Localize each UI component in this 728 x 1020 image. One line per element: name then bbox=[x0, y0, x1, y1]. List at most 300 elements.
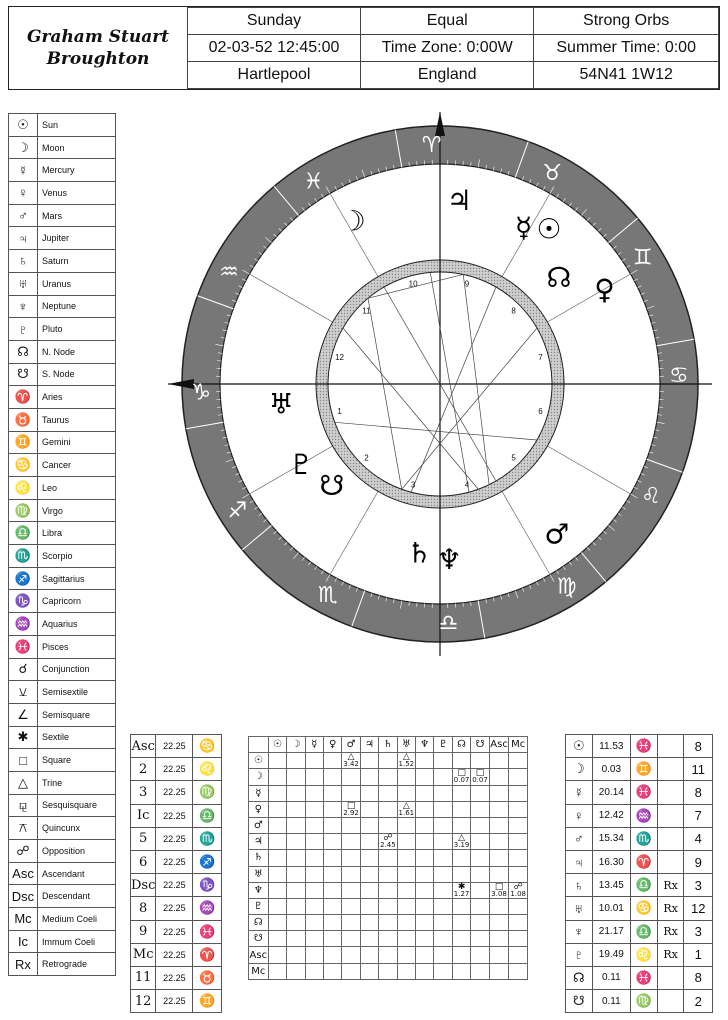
aspect-orb: 0.07 bbox=[453, 776, 470, 785]
aspect-cell bbox=[471, 817, 489, 833]
legend-row bbox=[9, 749, 116, 772]
planet-glyph-icon: ♀ bbox=[566, 804, 593, 827]
house-sign-icon: ♍ bbox=[193, 781, 222, 804]
aspect-cell bbox=[268, 753, 286, 769]
aspect-cell bbox=[452, 963, 470, 979]
zodiac-sign-icon: ♏ bbox=[317, 583, 338, 609]
aspect-cell bbox=[323, 785, 341, 801]
aspect-cell bbox=[434, 817, 452, 833]
aspect-cell bbox=[305, 931, 323, 947]
zodiac-sign-icon: ♉ bbox=[542, 160, 563, 186]
house-label: 8 bbox=[131, 897, 156, 920]
house-degree: 22.25 bbox=[156, 943, 193, 966]
aspect-col-header: ☊ bbox=[452, 737, 470, 753]
aspect-cell bbox=[305, 882, 323, 898]
aspect-cell bbox=[489, 963, 509, 979]
aspect-cell bbox=[509, 866, 528, 882]
legend-row bbox=[9, 136, 116, 159]
aspect-row-header: ☋ bbox=[249, 931, 269, 947]
aspect-cell bbox=[452, 866, 470, 882]
sun-planet-icon: ☉ bbox=[536, 212, 562, 246]
aspect-cell bbox=[360, 785, 378, 801]
aspect-cell bbox=[305, 850, 323, 866]
aspect-cell bbox=[268, 947, 286, 963]
aspect-cell bbox=[305, 963, 323, 979]
house-degree: 22.25 bbox=[156, 874, 193, 897]
legend-label: Mars bbox=[38, 204, 116, 227]
aspect-cell bbox=[509, 769, 528, 785]
aspect-cell bbox=[379, 850, 397, 866]
aspect-symbol-icon: □ bbox=[457, 768, 466, 779]
aspect-cell bbox=[434, 850, 452, 866]
aspect-cell bbox=[268, 785, 286, 801]
aspect-cell bbox=[489, 882, 509, 898]
house-label: 5 bbox=[131, 827, 156, 850]
south-node-planet-icon: ☋ bbox=[319, 468, 345, 502]
legend-glyph-icon: ⚼ bbox=[9, 794, 38, 817]
aspect-cell bbox=[379, 915, 397, 931]
house-label: Dsc bbox=[131, 874, 156, 897]
legend-label: Gemini bbox=[38, 431, 116, 454]
legend-row bbox=[9, 431, 116, 454]
planet-glyph-icon: ☽ bbox=[566, 758, 593, 781]
aspect-cell bbox=[397, 785, 415, 801]
aspect-cell bbox=[360, 931, 378, 947]
aspect-cell bbox=[416, 850, 434, 866]
aspect-cell bbox=[509, 915, 528, 931]
aspect-cell bbox=[305, 817, 323, 833]
aspect-cell bbox=[379, 769, 397, 785]
legend-row bbox=[9, 908, 116, 931]
legend-glyph-icon: □ bbox=[9, 749, 38, 772]
legend-label: Mercury bbox=[38, 159, 116, 182]
house-label: 11 bbox=[131, 966, 156, 989]
aspect-cell bbox=[379, 898, 397, 914]
house-number: 6 bbox=[538, 406, 543, 416]
position-row bbox=[566, 804, 713, 827]
aspect-cell bbox=[305, 915, 323, 931]
aspect-col-header: ☋ bbox=[471, 737, 489, 753]
aspect-cell bbox=[305, 753, 323, 769]
planet-glyph-icon: ☋ bbox=[566, 990, 593, 1013]
house-degree: 22.25 bbox=[156, 781, 193, 804]
aspect-row bbox=[249, 753, 528, 769]
aspect-cell bbox=[287, 915, 305, 931]
aspect-cell bbox=[509, 801, 528, 817]
house-cusps-table bbox=[130, 734, 222, 1013]
aspect-cell bbox=[342, 931, 360, 947]
legend-label: Quincunx bbox=[38, 817, 116, 840]
aspect-orb: 0.07 bbox=[472, 776, 488, 785]
legend-label: Ascendant bbox=[38, 862, 116, 885]
legend-glyph-icon: ☊ bbox=[9, 340, 38, 363]
aspect-cell bbox=[397, 963, 415, 979]
legend-row bbox=[9, 545, 116, 568]
legend-row bbox=[9, 794, 116, 817]
aspect-cell bbox=[268, 769, 286, 785]
legend-glyph-icon: ☉ bbox=[9, 114, 38, 137]
jupiter-planet-icon: ♃ bbox=[446, 184, 472, 218]
aspect-entry bbox=[453, 883, 470, 898]
ascendant-arrow-icon bbox=[168, 379, 194, 389]
aspect-cell bbox=[323, 866, 341, 882]
house-label: Asc bbox=[131, 735, 156, 758]
aspect-cell bbox=[287, 866, 305, 882]
natal-chart-wheel bbox=[160, 108, 720, 668]
aspect-cell bbox=[268, 817, 286, 833]
aspect-col-header: Mc bbox=[509, 737, 528, 753]
aspect-cell bbox=[434, 866, 452, 882]
retrograde-marker bbox=[657, 850, 684, 873]
legend-glyph-icon: ♉ bbox=[9, 408, 38, 431]
planet-sign-icon: ♊ bbox=[631, 758, 658, 781]
aspect-cell bbox=[434, 963, 452, 979]
planet-degree: 12.42 bbox=[592, 804, 631, 827]
aspect-symbol-icon: □ bbox=[346, 800, 356, 811]
aspect-symbol-icon: △ bbox=[402, 752, 410, 763]
aspect-cell bbox=[416, 834, 434, 850]
aspect-cell bbox=[509, 753, 528, 769]
house-number: 8 bbox=[511, 306, 516, 316]
legend-label: N. Node bbox=[38, 340, 116, 363]
aspect-cell bbox=[268, 801, 286, 817]
planet-degree: 21.17 bbox=[592, 920, 631, 943]
aspect-cell bbox=[379, 785, 397, 801]
aspect-cell bbox=[342, 753, 360, 769]
aspect-cell bbox=[509, 898, 528, 914]
aspect-cell bbox=[397, 817, 415, 833]
aspect-cell bbox=[471, 834, 489, 850]
mars-planet-icon: ♂ bbox=[544, 517, 570, 551]
aspect-cell bbox=[416, 866, 434, 882]
legend-row bbox=[9, 681, 116, 704]
aspect-cell bbox=[268, 834, 286, 850]
legend-glyph-icon: ♋ bbox=[9, 454, 38, 477]
legend-row bbox=[9, 272, 116, 295]
planet-sign-icon: ♈ bbox=[631, 850, 658, 873]
house-sign-icon: ♎ bbox=[193, 804, 222, 827]
chart-header bbox=[8, 6, 720, 90]
house-degree: 22.25 bbox=[156, 827, 193, 850]
aspect-row bbox=[249, 866, 528, 882]
aspect-cell bbox=[360, 753, 378, 769]
zodiac-sign-icon: ♊ bbox=[632, 245, 653, 271]
aspect-entry bbox=[453, 834, 470, 849]
planet-degree: 0.03 bbox=[592, 758, 631, 781]
legend-row bbox=[9, 953, 116, 976]
legend-glyph-icon: ∠ bbox=[9, 703, 38, 726]
saturn-planet-icon: ♄ bbox=[406, 536, 432, 570]
planet-degree: 13.45 bbox=[592, 874, 631, 897]
legend-glyph-icon: ✱ bbox=[9, 726, 38, 749]
planet-house: 1 bbox=[684, 943, 713, 966]
planet-house: 4 bbox=[684, 827, 713, 850]
house-degree: 22.25 bbox=[156, 850, 193, 873]
aspect-cell bbox=[489, 785, 509, 801]
legend-glyph-icon: ♆ bbox=[9, 295, 38, 318]
venus-planet-icon: ♀ bbox=[594, 273, 615, 306]
aspect-cell bbox=[452, 801, 470, 817]
aspect-cell bbox=[452, 817, 470, 833]
house-row bbox=[131, 943, 222, 966]
legend-row bbox=[9, 454, 116, 477]
legend-row bbox=[9, 250, 116, 273]
aspect-cell bbox=[323, 898, 341, 914]
position-row bbox=[566, 781, 713, 804]
aspect-cell bbox=[305, 834, 323, 850]
legend-label: Leo bbox=[38, 477, 116, 500]
aspect-cell bbox=[434, 931, 452, 947]
aspect-row-header: ♄ bbox=[249, 850, 269, 866]
house-sign-icon: ♌ bbox=[193, 758, 222, 781]
aspect-cell bbox=[489, 915, 509, 931]
aspect-cell bbox=[452, 947, 470, 963]
aspect-cell bbox=[452, 769, 470, 785]
aspect-col-header: ♀ bbox=[323, 737, 341, 753]
aspect-cell bbox=[268, 882, 286, 898]
planet-sign-icon: ♎ bbox=[631, 874, 658, 897]
legend-row bbox=[9, 635, 116, 658]
legend-glyph-icon: Ic bbox=[9, 930, 38, 953]
legend-glyph-icon: ♅ bbox=[9, 272, 38, 295]
zodiac-sign-icon: ♎ bbox=[438, 610, 459, 636]
aspect-row-header: ♆ bbox=[249, 882, 269, 898]
aspect-row bbox=[249, 834, 528, 850]
legend-label: Moon bbox=[38, 136, 116, 159]
aspect-cell bbox=[287, 769, 305, 785]
aspect-cell bbox=[489, 931, 509, 947]
aspect-cell bbox=[471, 850, 489, 866]
aspect-cell bbox=[416, 947, 434, 963]
aspect-row-header: ☉ bbox=[249, 753, 269, 769]
legend-glyph-icon: ♏ bbox=[9, 545, 38, 568]
aspect-cell bbox=[397, 882, 415, 898]
house-label: Ic bbox=[131, 804, 156, 827]
aspect-cell bbox=[434, 801, 452, 817]
legend-glyph-icon: ♃ bbox=[9, 227, 38, 250]
legend-row bbox=[9, 726, 116, 749]
aspect-cell bbox=[342, 834, 360, 850]
legend-glyph-icon: △ bbox=[9, 771, 38, 794]
aspect-entry bbox=[490, 883, 509, 898]
aspect-cell bbox=[509, 963, 528, 979]
legend-glyph-icon: ☽ bbox=[9, 136, 38, 159]
position-row bbox=[566, 897, 713, 920]
aspect-cell bbox=[397, 850, 415, 866]
aspect-cell bbox=[416, 801, 434, 817]
aspect-entry bbox=[342, 802, 359, 817]
aspect-cell bbox=[489, 753, 509, 769]
aspect-cell bbox=[323, 753, 341, 769]
aspect-symbol-icon: ✱ bbox=[457, 881, 466, 892]
zodiac-sign-icon: ♋ bbox=[668, 363, 689, 389]
aspect-cell bbox=[305, 947, 323, 963]
aspect-row bbox=[249, 882, 528, 898]
aspect-cell bbox=[452, 850, 470, 866]
position-row bbox=[566, 827, 713, 850]
symbol-legend bbox=[8, 113, 116, 976]
legend-label: Sagittarius bbox=[38, 567, 116, 590]
planet-house: 3 bbox=[684, 920, 713, 943]
aspect-cell bbox=[360, 850, 378, 866]
planet-degree: 16.30 bbox=[592, 850, 631, 873]
legend-row bbox=[9, 114, 116, 137]
aspect-cell bbox=[471, 753, 489, 769]
aspect-entry bbox=[509, 883, 527, 898]
planet-house: 9 bbox=[684, 850, 713, 873]
house-number: 7 bbox=[538, 353, 543, 363]
legend-row bbox=[9, 159, 116, 182]
aspect-col-header: ☿ bbox=[305, 737, 323, 753]
aspect-cell bbox=[360, 817, 378, 833]
aspect-col-header: ♅ bbox=[397, 737, 415, 753]
aspect-cell bbox=[360, 882, 378, 898]
house-sign-icon: ♒ bbox=[193, 897, 222, 920]
retrograde-marker: Rx bbox=[657, 874, 684, 897]
legend-row bbox=[9, 703, 116, 726]
aspect-cell bbox=[452, 915, 470, 931]
retrograde-marker bbox=[657, 735, 684, 758]
aspect-orb: 3.42 bbox=[343, 760, 359, 769]
aspect-row bbox=[249, 947, 528, 963]
aspect-cell bbox=[305, 785, 323, 801]
zodiac-sign-icon: ♑ bbox=[191, 380, 212, 406]
aspect-cell bbox=[397, 769, 415, 785]
day-cell: Sunday bbox=[188, 8, 361, 35]
aspect-cell bbox=[509, 947, 528, 963]
legend-glyph-icon: ♐ bbox=[9, 567, 38, 590]
aspect-cell bbox=[342, 801, 360, 817]
house-number: 5 bbox=[511, 453, 516, 463]
house-degree: 22.25 bbox=[156, 920, 193, 943]
aspect-cell bbox=[397, 753, 415, 769]
legend-label: S. Node bbox=[38, 363, 116, 386]
timezone-cell: Time Zone: 0:00W bbox=[361, 35, 534, 62]
planet-degree: 15.34 bbox=[592, 827, 631, 850]
aspect-symbol-icon: ☍ bbox=[383, 833, 393, 844]
retrograde-marker bbox=[657, 758, 684, 781]
aspect-row-header: ♅ bbox=[249, 866, 269, 882]
legend-label: Conjunction bbox=[38, 658, 116, 681]
legend-label: Libra bbox=[38, 522, 116, 545]
retrograde-marker bbox=[657, 827, 684, 850]
aspect-cell bbox=[287, 850, 305, 866]
planet-sign-icon: ♏ bbox=[631, 827, 658, 850]
aspect-cell bbox=[452, 931, 470, 947]
legend-label: Scorpio bbox=[38, 545, 116, 568]
legend-glyph-icon: ⚻ bbox=[9, 817, 38, 840]
aspect-cell bbox=[509, 882, 528, 898]
aspect-cell bbox=[397, 801, 415, 817]
house-sign-icon: ♐ bbox=[193, 850, 222, 873]
aspect-cell bbox=[342, 785, 360, 801]
position-row bbox=[566, 920, 713, 943]
legend-label: Square bbox=[38, 749, 116, 772]
aspect-cell bbox=[305, 866, 323, 882]
aspect-cell bbox=[360, 915, 378, 931]
aspect-cell bbox=[471, 882, 489, 898]
planet-sign-icon: ♓ bbox=[631, 781, 658, 804]
retrograde-marker: Rx bbox=[657, 897, 684, 920]
house-number: 3 bbox=[410, 480, 416, 490]
legend-row bbox=[9, 227, 116, 250]
aspect-cell bbox=[397, 898, 415, 914]
house-number: 12 bbox=[335, 353, 344, 363]
aspect-cell bbox=[397, 866, 415, 882]
aspect-cell bbox=[360, 769, 378, 785]
position-row bbox=[566, 943, 713, 966]
legend-label: Semisquare bbox=[38, 703, 116, 726]
house-number: 10 bbox=[408, 279, 418, 289]
aspect-cell bbox=[509, 931, 528, 947]
aspect-col-header: ♄ bbox=[379, 737, 397, 753]
legend-glyph-icon: ♀ bbox=[9, 182, 38, 205]
position-row bbox=[566, 966, 713, 989]
aspect-cell bbox=[434, 785, 452, 801]
aspect-cell bbox=[360, 963, 378, 979]
legend-row bbox=[9, 499, 116, 522]
legend-label: Sun bbox=[38, 114, 116, 137]
aspect-cell bbox=[452, 834, 470, 850]
aspect-symbol-icon: △ bbox=[402, 800, 410, 811]
aspect-cell bbox=[268, 850, 286, 866]
house-degree: 22.25 bbox=[156, 990, 193, 1013]
legend-row bbox=[9, 318, 116, 341]
aspect-cell bbox=[471, 801, 489, 817]
house-row bbox=[131, 827, 222, 850]
legend-row bbox=[9, 204, 116, 227]
aspect-cell bbox=[434, 882, 452, 898]
aspect-cell bbox=[268, 963, 286, 979]
aspect-cell bbox=[416, 915, 434, 931]
retrograde-marker bbox=[657, 966, 684, 989]
legend-row bbox=[9, 567, 116, 590]
legend-glyph-icon: ♍ bbox=[9, 499, 38, 522]
zodiac-sign-icon: ♓ bbox=[303, 169, 324, 195]
aspect-header-row bbox=[249, 737, 528, 753]
legend-label: Retrograde bbox=[38, 953, 116, 976]
aspect-cell bbox=[379, 753, 397, 769]
aspect-orb: 2.92 bbox=[343, 808, 359, 817]
legend-glyph-icon: ♓ bbox=[9, 635, 38, 658]
place-cell: Hartlepool bbox=[188, 62, 361, 89]
house-row bbox=[131, 758, 222, 781]
aspect-symbol-icon: □ bbox=[494, 881, 504, 892]
aspect-row bbox=[249, 801, 528, 817]
aspect-cell bbox=[471, 931, 489, 947]
aspect-cell bbox=[342, 898, 360, 914]
house-row bbox=[131, 735, 222, 758]
house-number: 4 bbox=[464, 480, 470, 490]
coords-cell: 54N41 1W12 bbox=[534, 62, 719, 89]
subject-name bbox=[9, 7, 188, 88]
planet-glyph-icon: ☿ bbox=[566, 781, 593, 804]
aspect-orb: 1.08 bbox=[510, 889, 526, 898]
aspect-cell bbox=[305, 801, 323, 817]
planet-glyph-icon: ♂ bbox=[566, 827, 593, 850]
aspect-cell bbox=[489, 898, 509, 914]
pluto-planet-icon: ♇ bbox=[288, 448, 314, 481]
aspect-cell bbox=[379, 866, 397, 882]
legend-label: Aquarius bbox=[38, 613, 116, 636]
legend-row bbox=[9, 862, 116, 885]
planet-glyph-icon: ♄ bbox=[566, 874, 593, 897]
aspect-orb: 3.19 bbox=[453, 841, 470, 850]
planet-sign-icon: ♍ bbox=[631, 990, 658, 1013]
legend-glyph-icon: ☿ bbox=[9, 159, 38, 182]
aspect-cell bbox=[287, 898, 305, 914]
planet-glyph-icon: ♆ bbox=[566, 920, 593, 943]
